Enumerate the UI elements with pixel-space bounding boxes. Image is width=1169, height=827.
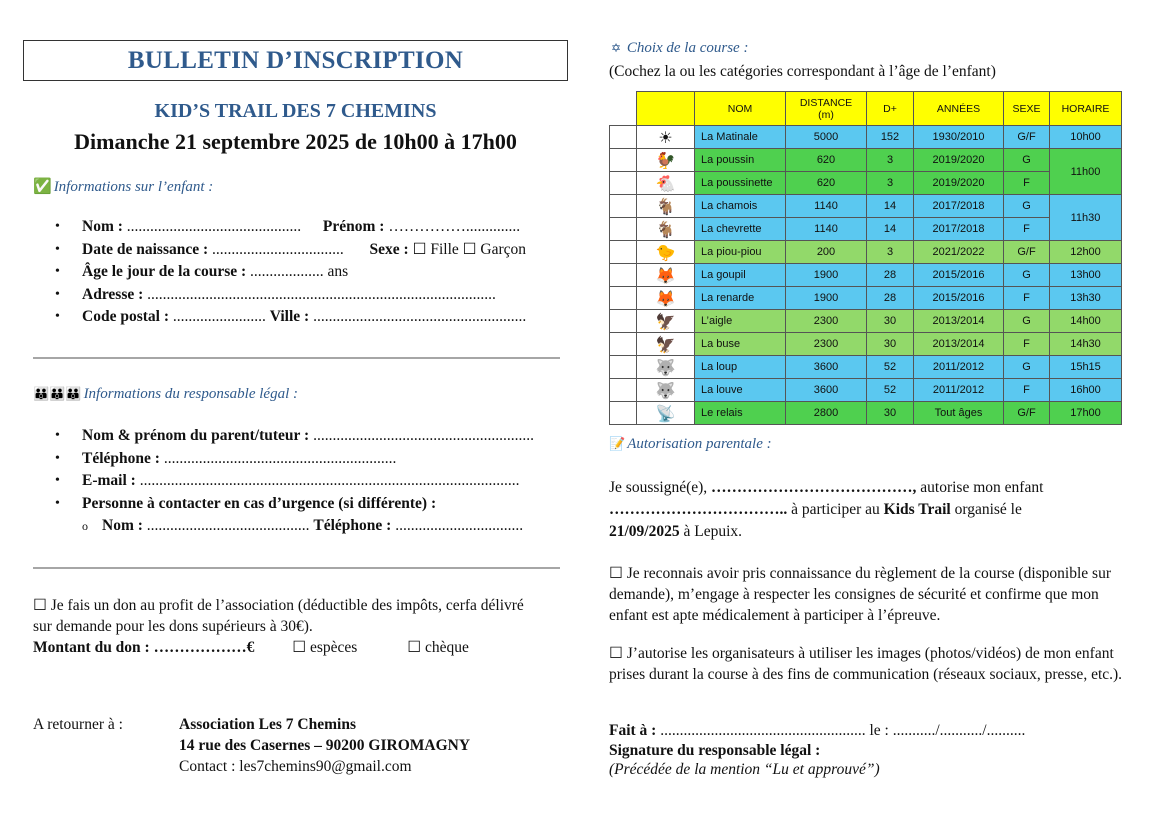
garcon-checkbox[interactable]: ☐ Garçon: [458, 240, 527, 258]
cell-annees: 1930/2010: [914, 126, 1004, 149]
cell-dplus: 30: [867, 402, 914, 425]
row-checkbox[interactable]: [610, 310, 637, 333]
child-fields: [33, 216, 526, 329]
divider: [33, 567, 560, 569]
table-row: [610, 356, 1122, 379]
list-item: [33, 284, 526, 307]
cell-horaire: 13h00: [1050, 264, 1122, 287]
table-row: [610, 264, 1122, 287]
naissance-field[interactable]: ..................................: [208, 240, 344, 258]
table-row: [610, 379, 1122, 402]
row-checkbox[interactable]: [610, 356, 637, 379]
reglement-checkbox[interactable]: ☐ Je reconnais avoir pris connaissance du règlement de la course (disponible sur demande), m’engage à respecter les consignes de sécurité et confirme que mon enfant est apte médicalement à participer à l’épreuve.: [609, 565, 1111, 624]
cell-distance: 1140: [786, 195, 867, 218]
tel-label: Téléphone :: [82, 449, 160, 467]
row-checkbox[interactable]: [610, 195, 637, 218]
cell-horaire: 17h00: [1050, 402, 1122, 425]
cell-sexe: G: [1004, 149, 1050, 172]
cell-annees: 2015/2016: [914, 264, 1004, 287]
signature-label: [609, 740, 820, 761]
list-item: [33, 470, 534, 493]
cell-horaire: 11h00: [1050, 149, 1122, 195]
relay-tower-icon: 📡: [637, 402, 695, 425]
writing-icon: 📝: [609, 436, 626, 451]
guardian-fields: [33, 425, 534, 538]
cell-dplus: 3: [867, 241, 914, 264]
header-horaire: HORAIRE: [1050, 92, 1122, 126]
race-table: [609, 91, 1122, 425]
association-name: Association Les 7 Chemins: [179, 716, 356, 733]
adresse-label: Adresse :: [82, 285, 144, 303]
list-item: [33, 261, 526, 284]
header-distance: [786, 92, 867, 126]
email-label: E-mail :: [82, 472, 136, 489]
cell-distance: 2800: [786, 402, 867, 425]
tel-field[interactable]: ............................................................: [159, 449, 397, 467]
adresse-field[interactable]: ..........................................................................................: [143, 285, 496, 303]
table-row: [610, 126, 1122, 149]
buzzard-icon: 🦅: [637, 333, 695, 356]
fait-row: [609, 720, 1025, 741]
list-item: [33, 448, 534, 471]
cell-nom: La Matinale: [695, 126, 786, 149]
fox-icon: 🦊: [637, 264, 695, 287]
kids-trail-text: Kids Trail: [883, 501, 951, 518]
fille-checkbox[interactable]: ☐ Fille: [408, 240, 459, 258]
cheque-checkbox[interactable]: ☐ chèque: [407, 639, 469, 656]
p1-text: Je soussigné(e),: [609, 479, 712, 496]
association-address: 14 rue des Casernes – 90200 GIROMAGNY: [179, 737, 471, 754]
cell-annees: 2017/2018: [914, 195, 1004, 218]
event-date-text: 21/09/2025: [609, 523, 680, 540]
fait-label: Fait à :: [609, 722, 657, 739]
cell-horaire: 13h30: [1050, 287, 1122, 310]
table-row: [610, 333, 1122, 356]
vixen-icon: 🦊: [637, 287, 695, 310]
cell-sexe: G/F: [1004, 241, 1050, 264]
cell-annees: 2019/2020: [914, 149, 1004, 172]
cell-horaire: 14h30: [1050, 333, 1122, 356]
table-row: [610, 310, 1122, 333]
urgence-label: Personne à contacter en cas d’urgence (si différente) :: [82, 494, 437, 512]
cell-annees: 2019/2020: [914, 172, 1004, 195]
cell-nom: La piou-piou: [695, 241, 786, 264]
cell-annees: 2013/2014: [914, 333, 1004, 356]
child-section-heading: [33, 177, 213, 196]
age-field[interactable]: ................... ans: [246, 263, 349, 280]
table-row: [610, 149, 1122, 172]
cell-annees: 2017/2018: [914, 218, 1004, 241]
naissance-label: Date de naissance :: [82, 240, 209, 258]
cell-horaire: 12h00: [1050, 241, 1122, 264]
list-item: [33, 239, 526, 262]
family-icon: 👪👪👪: [33, 386, 82, 401]
cell-nom: La chevrette: [695, 218, 786, 241]
hen-icon: 🐔: [637, 172, 695, 195]
cell-distance: 2300: [786, 310, 867, 333]
cell-distance: 2300: [786, 333, 867, 356]
ville-field[interactable]: .......................................................: [309, 308, 527, 325]
cell-horaire: 10h00: [1050, 126, 1122, 149]
cell-sexe: G: [1004, 356, 1050, 379]
urgence-tel-field[interactable]: .................................: [391, 517, 524, 534]
table-row: [610, 241, 1122, 264]
header-empty: [610, 92, 637, 126]
guardian-heading-text: Informations du responsable légal :: [83, 386, 298, 402]
event-subtitle: KID’S TRAIL DES 7 CHEMINS: [154, 100, 437, 122]
retour-address: [179, 714, 470, 777]
cell-distance: 3600: [786, 379, 867, 402]
list-item: [33, 515, 534, 538]
cp-label: Code postal :: [82, 308, 169, 325]
row-checkbox[interactable]: [610, 241, 637, 264]
row-checkbox[interactable]: [610, 126, 637, 149]
don-line2: sur demande pour les dons supérieurs à 30€).: [33, 618, 313, 635]
cell-nom: La poussinette: [695, 172, 786, 195]
cell-horaire: 14h00: [1050, 310, 1122, 333]
images-checkbox[interactable]: ☐ J’autorise les organisateurs à utiliser les images (photos/vidéos) de mon enfant prises durant la course à des fins de communication (réseaux sociaux, presse, etc.).: [609, 645, 1123, 683]
cell-dplus: 28: [867, 287, 914, 310]
parent-field[interactable]: .........................................................: [309, 427, 534, 444]
cell-distance: 5000: [786, 126, 867, 149]
check-icon: ✅: [33, 179, 52, 195]
title-box: [23, 40, 568, 81]
cell-annees: 2011/2012: [914, 379, 1004, 402]
montant-label: Montant du don :: [33, 639, 150, 656]
row-checkbox[interactable]: [610, 264, 637, 287]
prenom-field[interactable]: ……………..............: [384, 218, 521, 235]
row-checkbox[interactable]: [610, 287, 637, 310]
child-heading-text: Informations sur l’enfant :: [53, 179, 214, 195]
goat-icon: 🐐: [637, 218, 695, 241]
cell-nom: La louve: [695, 379, 786, 402]
don-block: [33, 595, 568, 658]
cell-dplus: 3: [867, 172, 914, 195]
soussigne-field[interactable]: …………………………………,: [711, 479, 917, 496]
cell-annees: 2015/2016: [914, 287, 1004, 310]
cp-field[interactable]: ........................: [168, 308, 266, 325]
guardian-section-heading: [33, 386, 298, 403]
cell-sexe: G: [1004, 310, 1050, 333]
cell-annees: Tout âges: [914, 402, 1004, 425]
cell-sexe: G: [1004, 195, 1050, 218]
cell-distance: 620: [786, 149, 867, 172]
table-row: [610, 218, 1122, 241]
header-dplus: D+: [867, 92, 914, 126]
runner-icon: ✡: [611, 41, 622, 55]
cell-sexe: F: [1004, 287, 1050, 310]
autorisation-heading-text: Autorisation parentale :: [627, 436, 772, 452]
autorisation-heading: [609, 436, 772, 453]
header-distance-unit: (m): [818, 108, 834, 121]
p1-text: autorise mon enfant: [916, 479, 1044, 496]
cell-horaire: 15h15: [1050, 356, 1122, 379]
list-item: [33, 306, 526, 329]
row-checkbox[interactable]: [610, 149, 637, 172]
nom-label: Nom :: [82, 218, 123, 235]
cell-dplus: 14: [867, 195, 914, 218]
especes-checkbox[interactable]: ☐ espèces: [292, 639, 358, 656]
table-header-row: [610, 92, 1122, 126]
cell-nom: La loup: [695, 356, 786, 379]
cell-dplus: 30: [867, 310, 914, 333]
header-sexe: SEXE: [1004, 92, 1050, 126]
cell-nom: La chamois: [695, 195, 786, 218]
choix-heading-text: Choix de la course :: [626, 40, 749, 56]
cell-nom: L’aigle: [695, 310, 786, 333]
cell-distance: 1140: [786, 218, 867, 241]
table-row: [610, 287, 1122, 310]
montant-field[interactable]: ………………€: [149, 639, 255, 656]
eagle-icon: 🦅: [637, 310, 695, 333]
choix-note: (Cochez la ou les catégories correspondant à l’âge de l’enfant): [609, 63, 996, 80]
cell-sexe: G/F: [1004, 126, 1050, 149]
cell-dplus: 30: [867, 333, 914, 356]
p1-text: à Lepuix.: [679, 523, 743, 540]
cell-annees: 2011/2012: [914, 356, 1004, 379]
cell-sexe: F: [1004, 218, 1050, 241]
age-label: Âge le jour de la course :: [82, 263, 247, 280]
chick-icon: 🐤: [637, 241, 695, 264]
cell-horaire: 16h00: [1050, 379, 1122, 402]
retour-label: A retourner à :: [33, 716, 123, 733]
rooster-icon: 🐓: [637, 149, 695, 172]
cell-distance: 1900: [786, 264, 867, 287]
urgence-nom-label: Nom :: [102, 517, 143, 534]
parent-label: Nom & prénom du parent/tuteur :: [82, 427, 310, 444]
cell-sexe: G: [1004, 264, 1050, 287]
cell-dplus: 14: [867, 218, 914, 241]
association-contact: Contact : les7chemins90@gmail.com: [179, 758, 412, 775]
cell-distance: 200: [786, 241, 867, 264]
row-checkbox[interactable]: [610, 333, 637, 356]
cell-nom: La poussin: [695, 149, 786, 172]
cell-dplus: 3: [867, 149, 914, 172]
cell-annees: 2021/2022: [914, 241, 1004, 264]
cell-sexe: F: [1004, 333, 1050, 356]
row-checkbox[interactable]: [610, 172, 637, 195]
cell-dplus: 52: [867, 356, 914, 379]
cell-distance: 3600: [786, 356, 867, 379]
prenom-label: Prénom :: [322, 218, 385, 235]
header-annees: ANNÉES: [914, 92, 1004, 126]
list-item: [33, 493, 534, 516]
urgence-nom-field[interactable]: ..........................................: [142, 517, 310, 534]
header-icon: [637, 92, 695, 126]
cell-nom: La goupil: [695, 264, 786, 287]
row-checkbox[interactable]: [610, 402, 637, 425]
p1-text: à participer au: [787, 501, 884, 518]
cell-sexe: G/F: [1004, 402, 1050, 425]
table-row: [610, 172, 1122, 195]
page-title: BULLETIN D’INSCRIPTION: [127, 46, 464, 74]
event-date: Dimanche 21 septembre 2025 de 10h00 à 17h00: [74, 129, 517, 154]
cell-horaire: 11h30: [1050, 195, 1122, 241]
she-wolf-icon: 🐺: [637, 379, 695, 402]
enfant-field[interactable]: ……………………………..: [609, 501, 788, 518]
p1-text: organisé le: [950, 501, 1022, 518]
cell-nom: La renarde: [695, 287, 786, 310]
sexe-label: Sexe :: [369, 240, 409, 258]
cell-sexe: F: [1004, 172, 1050, 195]
autorisation-paragraph: [609, 477, 1134, 543]
header-nom: NOM: [695, 92, 786, 126]
wolf-icon: 🐺: [637, 356, 695, 379]
table-row: [610, 402, 1122, 425]
ville-label: Ville :: [269, 308, 310, 325]
don-checkbox[interactable]: ☐ Je fais un don au profit de l’association (déductible des impôts, cerfa délivré: [33, 597, 524, 614]
cell-nom: La buse: [695, 333, 786, 356]
list-item: [33, 425, 534, 448]
cell-sexe: F: [1004, 379, 1050, 402]
urgence-tel-label: Téléphone :: [313, 517, 392, 534]
nom-field[interactable]: .............................................: [122, 218, 302, 235]
fait-field[interactable]: ..................................................... le : .........../.........../..........: [656, 722, 1026, 739]
cell-distance: 620: [786, 172, 867, 195]
montant-row: [33, 637, 568, 658]
cell-dplus: 28: [867, 264, 914, 287]
signature-text: Signature du responsable légal :: [609, 742, 821, 759]
row-checkbox[interactable]: [610, 379, 637, 402]
list-item: [33, 216, 526, 239]
cell-distance: 1900: [786, 287, 867, 310]
sun-icon: ☀: [637, 126, 695, 149]
cell-dplus: 52: [867, 379, 914, 402]
table-row: [610, 195, 1122, 218]
cell-dplus: 152: [867, 126, 914, 149]
mention-text: (Précédée de la mention “Lu et approuvé”): [609, 761, 880, 778]
row-checkbox[interactable]: [610, 218, 637, 241]
choix-heading: [611, 40, 748, 57]
cell-annees: 2013/2014: [914, 310, 1004, 333]
header-distance-label: DISTANCE: [799, 96, 853, 109]
email-field[interactable]: ..................................................................................................: [135, 472, 520, 489]
cell-nom: Le relais: [695, 402, 786, 425]
divider: [33, 357, 560, 359]
chamois-icon: 🐐: [637, 195, 695, 218]
